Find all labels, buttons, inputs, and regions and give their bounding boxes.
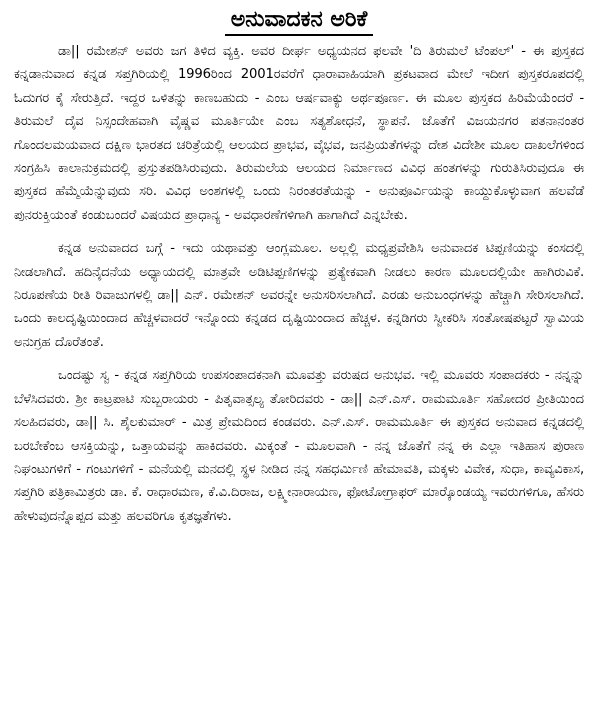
paragraph-2: ಕನ್ನಡ ಅನುವಾದದ ಬಗ್ಗೆ - ಇದು ಯಥಾವತ್ತು ಆಂಗ್ಲಮೂಲ. ಅಲ್ಲಲ್ಲಿ ಮಧ್ಯಪ್ರವೇಶಿಸಿ ಅನುವಾದಕ ಟಿಪ್ಪಣಿಯನ್ನು ಕಂಸದಲ್ಲಿ ನೀಡಲಾಗಿದೆ. ಹದಿನೈದನೆಯ ಅಧ್ಯಾಯದಲ್ಲಿ ಮಾತ್ರವೇ ಅಡಿಟಿಪ್ಪಣಿಗಳನ್ನು ಪ್ರತ್ಯೇಕವಾಗಿ ನೀಡಲು ಕಾರಣ ಮೂಲದಲ್ಲಿಯೇ ಹಾಗಿರುವಿಕೆ. ನಿರೂಪಣೆಯ ರೀತಿ ರಿವಾಜುಗಳಲ್ಲಿ ಡಾ|| ಎನ್. ರಮೇಶನ್ ಅವರನ್ನೇ ಅನುಸರಿಸಲಾಗಿದೆ. ಎರಡು ಅನುಬಂಧಗಳನ್ನು ಹೆಚ್ಚಾಗಿ ಸೇರಿಸಲಾಗಿದೆ. ಒಂದು ಕಾಲದೃಷ್ಟಿಯಿಂದಾದ ಹೆಚ್ಚಳವಾದರೆ ಇನ್ನೊಂದು ಕನ್ನಡದ ದೃಷ್ಟಿಯಿಂದಾದ ಹೆಚ್ಚಳ. ಕನ್ನಡಿಗರು ಸ್ವೀಕರಿಸಿ ಸಂತೋಷಪಟ್ಟರೆ ಸ್ವಾಮಿಯ ಅನುಗ್ರಹ ದೊರೆತಂತೆ.	[14, 241, 584, 350]
page-title: ಅನುವಾದಕನ ಅರಿಕೆ	[225, 6, 374, 36]
title-wrap	[14, 6, 584, 40]
paragraph-3: ಒಂದಷ್ಟು ಸ್ವ - ಕನ್ನಡ ಸಪ್ತಗಿರಿಯ ಉಪಸಂಪಾದಕನಾಗಿ ಮೂವತ್ತು ವರುಷದ ಅನುಭವ. ಇಲ್ಲಿ ಮೂವರು ಸಂಪಾದಕರು - ನನ್ನನ್ನು ಬೆಳೆಸಿದವರು. ಶ್ರೀ ಕಾಟ್ರಪಾಟಿ ಸುಬ್ಬರಾಯರು - ಪಿತೃವಾತ್ಸಲ್ಯ ತೋರಿದವರು - ಡಾ|| ಎನ್.ಎಸ್. ರಾಮಮೂರ್ತಿ ಸಹೋದರ ಪ್ರೀತಿಯಿಂದ ಸಲಹಿದವರು, ಡಾ|| ಸಿ. ಶೈಲಕುಮಾರ್ - ಮಿತ್ರ ಪ್ರೇಮದಿಂದ ಕಂಡವರು. ಎನ್.ಎಸ್. ರಾಮಮೂರ್ತಿ ಈ ಪುಸ್ತಕದ ಅನುವಾದ ಕನ್ನಡದಲ್ಲಿ ಬರಬೇಕೆಂಬ ಆಸಕ್ತಿಯನ್ನು, ಒತ್ತಾಯವನ್ನು ಹಾಕಿದವರು. ಮಿಕ್ಕಂತೆ - ಮೂಲವಾಗಿ - ನನ್ನ ಜೊತೆಗೆ ನನ್ನ ಈ ಎಲ್ಲಾ ಇತಿಹಾಸ ಪುರಾಣ ನಿಘಂಟುಗಳಿಗೆ - ಗಂಟುಗಳಿಗೆ - ಮನೆಯಲ್ಲಿ ಮನದಲ್ಲಿ ಸ್ಥಳ ನೀಡಿದ ನನ್ನ ಸಹಧರ್ಮಿಣಿ ಹೇಮಾವತಿ, ಮಕ್ಕಳು ವಿವೇಕ, ಸುಧಾ, ಕಾವ್ಯವಿಕಾಸ, ಸಪ್ತಗಿರಿ ಪತ್ರಿಕಾಮಿತ್ರರು ಡಾ. ಕೆ. ರಾಧಾರಮಣ, ಕೆ.ವಿ.ದಿರಾಜ, ಲಕ್ಷ್ಮೀನಾರಾಯಣ, ಫೋಟೋಗ್ರಾಫರ್ ಮಾರ್‍ಕೊಂಡಯ್ಯ ಇವರುಗಳಿಗೂ, ಹೆಸರು ಹೇಳುವುದನ್ನೊಪ್ಪದ ಮತ್ತು ಹಲವರಿಗೂ ಕೃತಜ್ಞತೆಗಳು.	[14, 368, 584, 524]
paragraph-1: ಡಾ|| ರಮೇಶನ್ ಅವರು ಜಗ ತಿಳಿದ ವ್ಯಕ್ತಿ. ಅವರ ದೀರ್ಘ ಅಧ್ಯಯನದ ಫಲವೇ 'ದಿ ತಿರುಮಲೆ ಟೆಂಪಲ್' - ಈ ಪುಸ್ತಕದ ಕನ್ನಡಾನುವಾದ ಕನ್ನಡ ಸಪ್ತಗಿರಿಯಲ್ಲಿ 1996ರಿಂದ 2001ರವರೆಗೆ ಧಾರಾವಾಹಿಯಾಗಿ ಪ್ರಕಟವಾದ ಮೇಲೆ ಇದೀಗ ಪುಸ್ತಕರೂಪದಲ್ಲಿ ಓದುಗರ ಕೈ ಸೇರುತ್ತಿದೆ. ಇದ್ದರ ಒಳಿತನ್ನು ಕಾಣಬಹುದು - ಎಂಬ ಆರ್ಷವಾಕ್ಯು ಅರ್ಥಪೂರ್ಣ. ಈ ಮೂಲ ಪುಸ್ತಕದ ಹಿರಿಮೆಯೆಂದರೆ - ತಿರುಮಲೆ ದೈವ ನಿಸ್ಸಂದೇಹವಾಗಿ ವೈಷ್ಣವ ಮೂರ್ತಿಯೇ ಎಂಬ ಸತ್ಯಶೋಧನೆ, ಸ್ಥಾಪನೆ. ಜೊತೆಗೆ ವಿಜಯನಗರ ಪತನಾನಂತರ ಗೊಂದಲಮಯವಾದ ದಕ್ಷಿಣ ಭಾರತದ ಚರಿತ್ರೆಯಲ್ಲಿ ಆಲಯದ ಪ್ರಾಭವ, ವೈಭವ, ಜನಪ್ರಿಯತೆಗಳನ್ನು ದೇಶ ವಿದೇಶೀ ಮೂಲ ದಾಖಲೆಗಳಿಂದ ಸಂಗ್ರಹಿಸಿ ಕಾಲಾನುಕ್ರಮದಲ್ಲಿ ಪ್ರಸ್ತುತಪಡಿಸಿರುವುದು. ತಿರುಮಲೆಯ ಆಲಯದ ನಿರ್ಮಾಣದ ವಿವಿಧ ಹಂತಗಳನ್ನು ಗುರುತಿಸಿರುವುದೂ ಈ ಪುಸ್ತಕದ ಹೆಮ್ಮೆಯೆನ್ನುವುದು ಸರಿ. ವಿವಿಧ ಅಂಶಗಳಲ್ಲಿ ಒಂದು ನಿರಂತರತೆಯನ್ನು - ಅನುಪೂರ್ವಿಯನ್ನು ಕಾಯ್ದುಕೊಳ್ಳುವಾಗ ಹಲವೆಡೆ ಪುನರುಕ್ತಿಯಂತೆ ಕಂಡುಬಂದರೆ ವಿಷಯದ ಪ್ರಾಧಾನ್ಯ - ಅವಧಾರಣೆಗಳಿಗಾಗಿ ಹಾಗಾಗಿದೆ ಎನ್ನಬೇಕು.	[14, 44, 584, 223]
